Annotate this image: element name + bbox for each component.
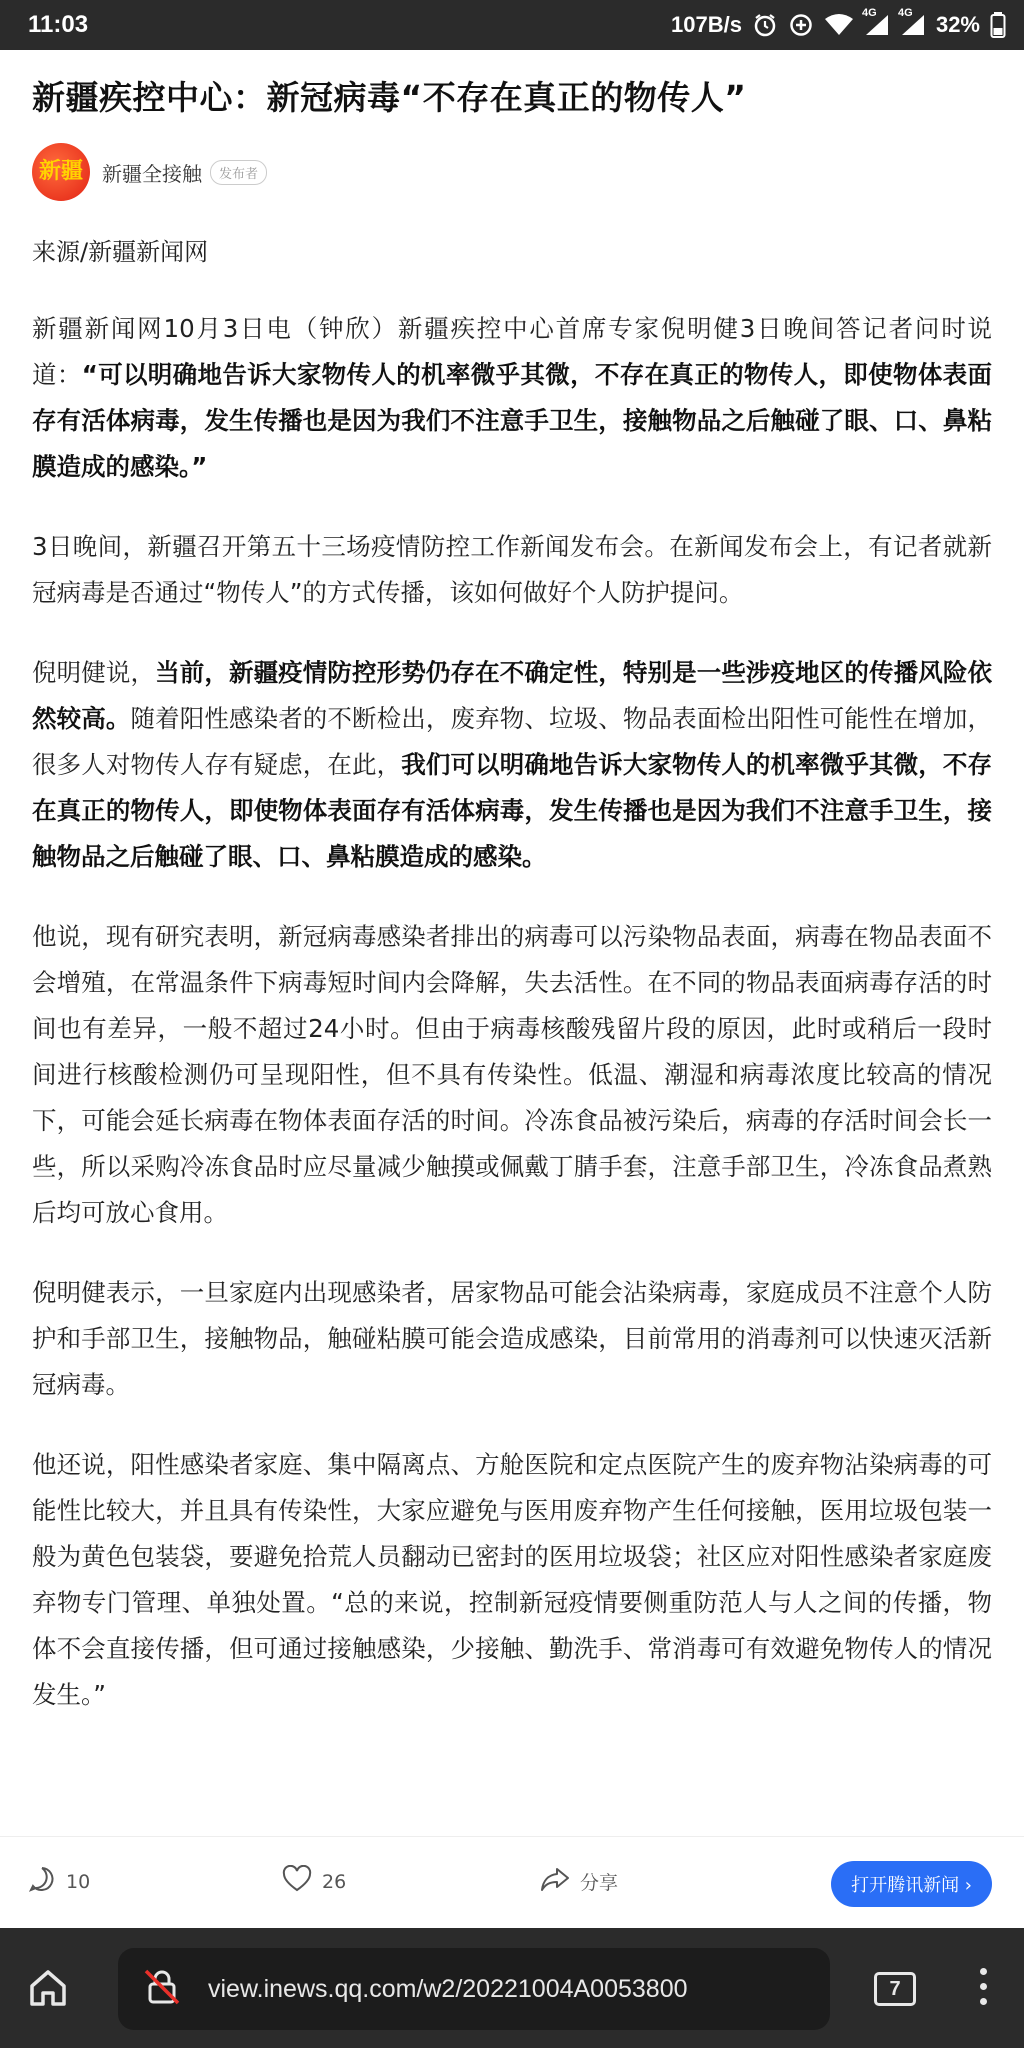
paragraph-3-bold-b: 当前，新疆疫情防控形势仍存在不确定性，特别是一些涉疫地区的传播风险依然较高。 (32, 658, 992, 733)
status-time: 11:03 (28, 11, 89, 38)
paragraph-1-quote: “可以明确地告诉大家物传人的机率微乎其微，不存在真正的物传人，即使物体表面存有活体病毒，发生传播也是因为我们不注意手卫生，接触物品之后触碰了眼、口、鼻粘膜造成的感染。” (32, 360, 992, 481)
address-bar[interactable] (118, 1948, 830, 2030)
paragraph-5: 倪明健表示，一旦家庭内出现感染者，居家物品可能会沾染病毒，家庭成员不注意个人防护和手部卫生，接触物品，触碰粘膜可能会造成感染，目前常用的消毒剂可以快速灭活新冠病毒。 (32, 1278, 992, 1399)
share-button[interactable] (540, 1865, 618, 1898)
paragraph-4: 他说，现有研究表明，新冠病毒感染者排出的病毒可以污染物品表面，病毒在物品表面不会增殖，在常温条件下病毒短时间内会降解，失去活性。在不同的物品表面病毒存活的时间也有差异，一般不超过24小时。但由于病毒核酸残留片段的原因，此时或稍后一段时间进行核酸检测仍可呈现阳性，但不具有传染性。低温、潮湿和病毒浓度比较高的情况下，可能会延长病毒在物体表面存活的时间。冷冻食品被污染后，病毒的存活时间会长一些，所以采购冷冻食品时应尽量减少触摸或佩戴丁腈手套，注意手部卫生，冷冻食品煮熟后均可放心食用。 (32, 922, 992, 1227)
battery-icon (990, 11, 1006, 39)
overflow-menu-icon[interactable] (980, 1968, 987, 2005)
battery-level: 32% (935, 12, 980, 37)
data-saver-icon (788, 12, 814, 38)
paragraph-1 (32, 306, 992, 490)
author-name[interactable]: 新疆全接触 (102, 161, 202, 186)
open-app-label: 打开腾讯新闻 › (851, 1875, 972, 1896)
avatar-logo-text: 新疆 (38, 159, 83, 184)
home-button[interactable] (26, 1966, 70, 2014)
menu-dot (980, 1968, 987, 1975)
paragraph-3 (32, 650, 992, 880)
status-indicators (671, 7, 1006, 39)
tab-count: 7 (889, 1977, 901, 2000)
article-source: 来源/新疆新闻网 (32, 238, 209, 266)
network-type-1: 4G (861, 7, 877, 19)
paragraph-3-text-a: 倪明健说， (32, 658, 156, 687)
tab-switcher-button[interactable] (874, 1972, 916, 2006)
status-bar (0, 0, 1024, 50)
alarm-icon (752, 12, 778, 38)
home-icon (26, 1995, 70, 2014)
network-type-2: 4G (897, 7, 913, 19)
like-count: 26 (322, 1870, 347, 1893)
menu-dot (980, 1998, 987, 2005)
not-secure-lock-icon[interactable] (142, 1967, 182, 2011)
net-speed: 107B/s (671, 12, 742, 37)
like-button[interactable] (282, 1865, 346, 1898)
paragraph-1-text: 新疆新闻网10月3日电（钟欣）新疆疾控中心首席专家倪明健3日晚间答记者问时说道： (32, 314, 992, 389)
paragraph-3-bold-d: 我们可以明确地告诉大家物传人的机率微乎其微，不存在真正的物传人，即使物体表面存有活体病毒，发生传播也是因为我们不注意手卫生，接触物品之后触碰了眼、口、鼻粘膜造成的感染。 (32, 750, 993, 871)
article-content[interactable] (0, 50, 1024, 1836)
signal-2-icon (897, 7, 926, 37)
paragraph-3-text-c: 随着阳性感染者的不断检出，废弃物、垃圾、物品表面检出阳性可能性在增加，很多人对物传人存有疑虑，在此， (32, 704, 993, 779)
heart-icon (282, 1865, 312, 1898)
comment-button[interactable] (28, 1865, 90, 1898)
comment-icon (28, 1865, 56, 1898)
share-label: 分享 (580, 1872, 619, 1894)
signal-1-icon (861, 7, 890, 37)
article-title: 新疆疾控中心：新冠病毒“不存在真正的物传人” (32, 78, 747, 117)
paragraph-2: 3日晚间，新疆召开第五十三场疫情防控工作新闻发布会。在新闻发布会上，有记者就新冠病毒是否通过“物传人”的方式传播，该如何做好个人防护提问。 (32, 532, 992, 607)
paragraph-6: 他还说，阳性感染者家庭、集中隔离点、方舱医院和定点医院产生的废弃物沾染病毒的可能性比较大，并且具有传染性，大家应避免与医用废弃物产生任何接触，医用垃圾包装一般为黄色包装袋，要避免拾荒人员翻动已密封的医用垃圾袋；社区应对阳性感染者家庭废弃物专门管理、单独处置。“总的来说，控制新冠疫情要侧重防范人与人之间的传播，物体不会直接传播，但可通过接触感染，少接触、勤洗手、常消毒可有效避免物传人的情况发生。” (32, 1450, 992, 1709)
wifi-icon (824, 13, 854, 37)
article-action-bar (0, 1836, 1024, 1928)
author-avatar[interactable] (32, 143, 90, 201)
open-tencent-news-button[interactable] (831, 1861, 992, 1907)
share-icon (540, 1865, 570, 1898)
author-row[interactable] (32, 142, 992, 202)
comment-count: 10 (66, 1870, 91, 1893)
url-text[interactable]: view.inews.qq.com/w2/20221004A0053800 (208, 1974, 688, 2003)
menu-dot (980, 1983, 987, 1990)
publisher-badge: 发布者 (210, 160, 267, 185)
browser-toolbar (0, 1928, 1024, 2048)
